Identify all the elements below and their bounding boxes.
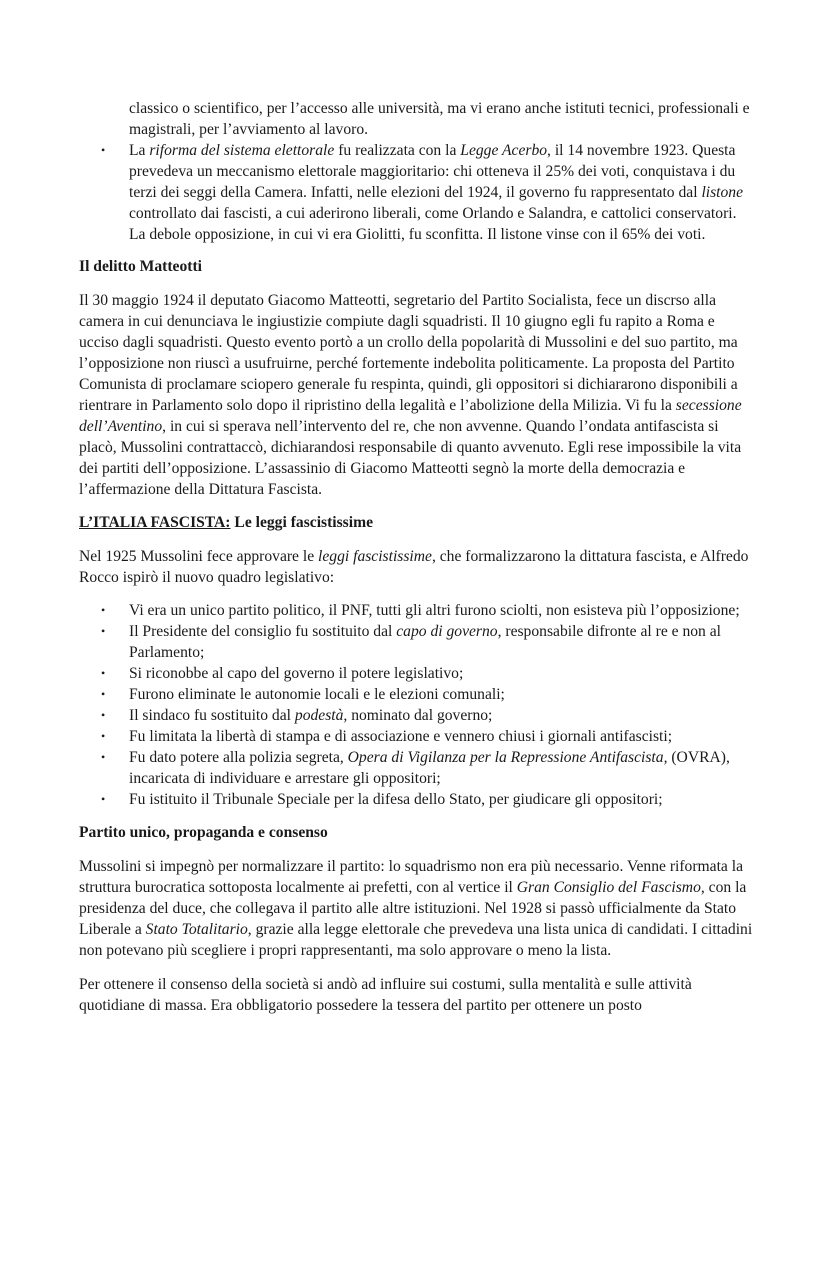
text-run: Vi era un unico partito politico, il PNF, tutti gli altri furono sciolti, non esisteva più l’opposizione;	[129, 602, 740, 619]
heading-delitto-matteotti: Il delitto Matteotti	[79, 258, 202, 275]
text-run: , in cui si sperava nell’intervento del re, che non avvenne. Quando l’ondata antifascista si placò, Mussolini contrattaccò, dichiarandosi responsabile di quanto avvenuto. Egli rese impossibile la vita dei partiti dell’opposizione. L’assassinio di Giacomo Matteotti segnò la morte della democrazia e l’affermazione della Dittatura Fascista.	[79, 418, 742, 498]
list-item	[79, 726, 753, 747]
heading-italia-fascista-underlined: L’ITALIA FASCISTA:	[79, 514, 231, 531]
paragraph-partito-unico	[79, 856, 753, 961]
italic-text: Legge Acerbo	[460, 142, 548, 159]
electoral-reform-list	[79, 140, 753, 245]
text-run: classico o scientifico, per l’accesso alle università, ma vi erano anche istituti tecnici, professionali e magistrali, per l’avviamento al lavoro.	[129, 100, 750, 138]
list-item	[79, 663, 753, 684]
text-run: fu realizzata con la	[334, 142, 461, 159]
text-run: Fu limitata la libertà di stampa e di associazione e vennero chiusi i giornali antifascisti;	[129, 728, 673, 745]
heading-italia-fascista	[79, 512, 753, 533]
list-item	[79, 705, 753, 726]
text-run: controllato dai fascisti, a cui aderirono liberali, come Orlando e Salandra, e cattolici conservatori. La debole opposizione, in cui vi era Giolitti, fu sconfitta. Il listone vinse con il 65% dei voti.	[129, 205, 737, 243]
italic-text: Opera di Vigilanza per la Repressione Antifascista,	[347, 749, 668, 766]
paragraph-consenso	[79, 974, 753, 1016]
italic-text: listone	[701, 184, 744, 201]
text-run: Per ottenere il consenso della società si andò ad influire sui costumi, sulla mentalità e sulle attività quotidiane di massa. Era obbligatorio possedere la tessera del partito per ottenere un posto	[79, 976, 692, 1014]
heading-partito-unico: Partito unico, propaganda e consenso	[79, 824, 328, 841]
italic-text: podestà,	[294, 707, 348, 724]
text-run: Mussolini si impegnò per normalizzare il partito: lo squadrismo non era più necessario. Venne riformata la struttura burocratica sottoposta localmente ai prefetti, con al vertice il	[79, 858, 744, 896]
italic-text: secessione dell’Aventino	[79, 397, 742, 435]
text-run: (OVRA), incaricata di individuare e arrestare gli oppositori;	[129, 749, 730, 787]
bullet-riforma-elettorale	[79, 140, 753, 245]
text-run: Fu dato potere alla polizia segreta,	[129, 749, 348, 766]
text-run: , grazie alla legge elettorale che prevedeva una lista unica di candidati. I cittadini non potevano più scegliere i propri rappresentanti, ma solo approvare o meno la lista.	[79, 921, 753, 959]
document-page	[0, 98, 828, 1016]
text-run: Il Presidente del consiglio fu sostituito dal	[129, 623, 397, 640]
text-run: Fu istituito il Tribunale Speciale per la difesa dello Stato, per giudicare gli oppositori;	[129, 791, 663, 808]
text-run: Nel 1925 Mussolini fece approvare le	[79, 548, 319, 565]
italic-text: Gran Consiglio del Fascismo	[516, 879, 701, 896]
text-run: , il 14 novembre 1923. Questa prevedeva un meccanismo elettorale maggioritario: chi otteneva il 25% dei voti, conquistava i du terzi dei seggi della Camera. Infatti, nelle elezioni del 1924, il governo fu rappresentato dal	[129, 142, 736, 201]
heading-leggi-fascistissime: Le leggi fascistissime	[230, 514, 373, 531]
list-item	[79, 684, 753, 705]
text-run: Furono eliminate le autonomie locali e le elezioni comunali;	[129, 686, 505, 703]
text-run: nominato dal governo;	[347, 707, 493, 724]
text-run: , con la presidenza del duce, che collegava il partito alle altre istituzioni. Nel 1928 si passò ufficialmente da Stato Liberale a	[79, 879, 747, 938]
text-run: Il 30 maggio 1924 il deputato Giacomo Matteotti, segretario del Partito Socialista, fece un discrso alla camera in cui denunciava le ingiustizie compiute dagli squadristi. Il 10 giugno egli fu rapito a Roma e ucciso dagli squadristi. Questo evento portò a un crollo della popolarità di Mussolini e del suo partito, ma l’opposizione non riuscì a usufruirne, perché fortemente indebolita politicamente. La proposta del Partito Comunista di proclamare sciopero generale fu respinta, quindi, gli oppositori si dichiararono disponibili a rientrare in Parlamento solo dopo il ripristino della legalità e l’abolizione della Milizia. Vi fu la	[79, 292, 738, 414]
paragraph-matteotti	[79, 290, 753, 500]
list-item	[79, 789, 753, 810]
italic-text: leggi fascistissime	[318, 548, 432, 565]
text-run: Il sindaco fu sostituito dal	[129, 707, 295, 724]
leggi-list	[79, 600, 753, 810]
list-item	[79, 600, 753, 621]
italic-text: capo di governo	[396, 623, 498, 640]
italic-text: Stato Totalitario	[145, 921, 248, 938]
continuation-paragraph	[79, 98, 753, 140]
italic-text: riforma del sistema elettorale	[149, 142, 335, 159]
text-run: La	[129, 142, 150, 159]
text-run: , responsabile difronte al re e non al Parlamento;	[129, 623, 722, 661]
text-run: Si riconobbe al capo del governo il potere legislativo;	[129, 665, 464, 682]
text-run: , che formalizzarono la dittatura fascista, e Alfredo Rocco ispirò il nuovo quadro legislativo:	[79, 548, 749, 586]
list-item	[79, 747, 753, 789]
list-item	[79, 621, 753, 663]
paragraph-leggi-fascistissime	[79, 546, 753, 588]
